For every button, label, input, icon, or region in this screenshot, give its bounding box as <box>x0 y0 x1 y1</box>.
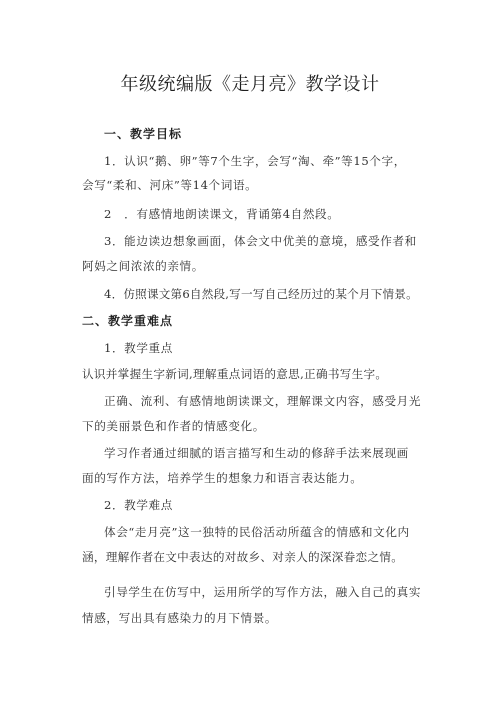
difficulty-paragraph-1-line-2: 涵，理解作者在文中表达的对故乡、对亲人的深深眷恋之情。 <box>82 550 404 564</box>
section-heading-key-points: 二、教学重难点 <box>82 314 174 328</box>
key-focus-paragraph-1: 认识并掌握生字新词,理解重点词语的意思,正确书写生字。 <box>82 367 388 381</box>
document-title: 年级统编版《走月亮》教学设计 <box>120 74 380 95</box>
goal-item-2: 2 ．有感情地朗读课文，背诵第4自然段。 <box>104 207 340 221</box>
key-focus-paragraph-2-line-2: 下的美丽景色和作者的情感变化。 <box>82 419 265 433</box>
goal-item-3-line-1: 3．能边读边想象画面，体会文中优美的意境，感受作者和 <box>104 234 417 248</box>
difficulty-paragraph-2-line-1: 引导学生在仿写中，运用所学的写作方法，融入自己的真实 <box>104 585 422 599</box>
subheading-difficulty: 2．教学难点 <box>104 498 173 512</box>
section-heading-goals: 一、教学目标 <box>104 127 183 141</box>
difficulty-paragraph-1-line-1: 体会“走月亮”这一独特的民俗活动所蕴含的情感和文化内 <box>104 525 410 539</box>
difficulty-paragraph-2-line-2: 情感，写出具有感染力的月下情景。 <box>82 611 278 625</box>
subheading-key-focus: 1．教学重点 <box>104 341 173 355</box>
goal-item-3-line-2: 阿妈之间浓浓的亲情。 <box>82 259 204 273</box>
key-focus-paragraph-3-line-2: 面的写作方法，培养学生的想象力和语言表达能力。 <box>82 471 363 485</box>
goal-item-4: 4．仿照课文第6自然段,写一写自己经历过的某个月下情景。 <box>104 287 418 301</box>
goal-item-1-line-2: 会写“柔和、河床”等14个词语。 <box>82 178 258 192</box>
key-focus-paragraph-2-line-1: 正确、流利、有感情地朗读课文，理解课文内容，感受月光 <box>104 394 422 408</box>
key-focus-paragraph-3-line-1: 学习作者通过细腻的语言描写和生动的修辞手法来展现画 <box>104 446 409 460</box>
goal-item-1-line-1: 1．认识“鹅、卵”等7个生字，会写“淘、牵”等15个字， <box>104 154 406 168</box>
